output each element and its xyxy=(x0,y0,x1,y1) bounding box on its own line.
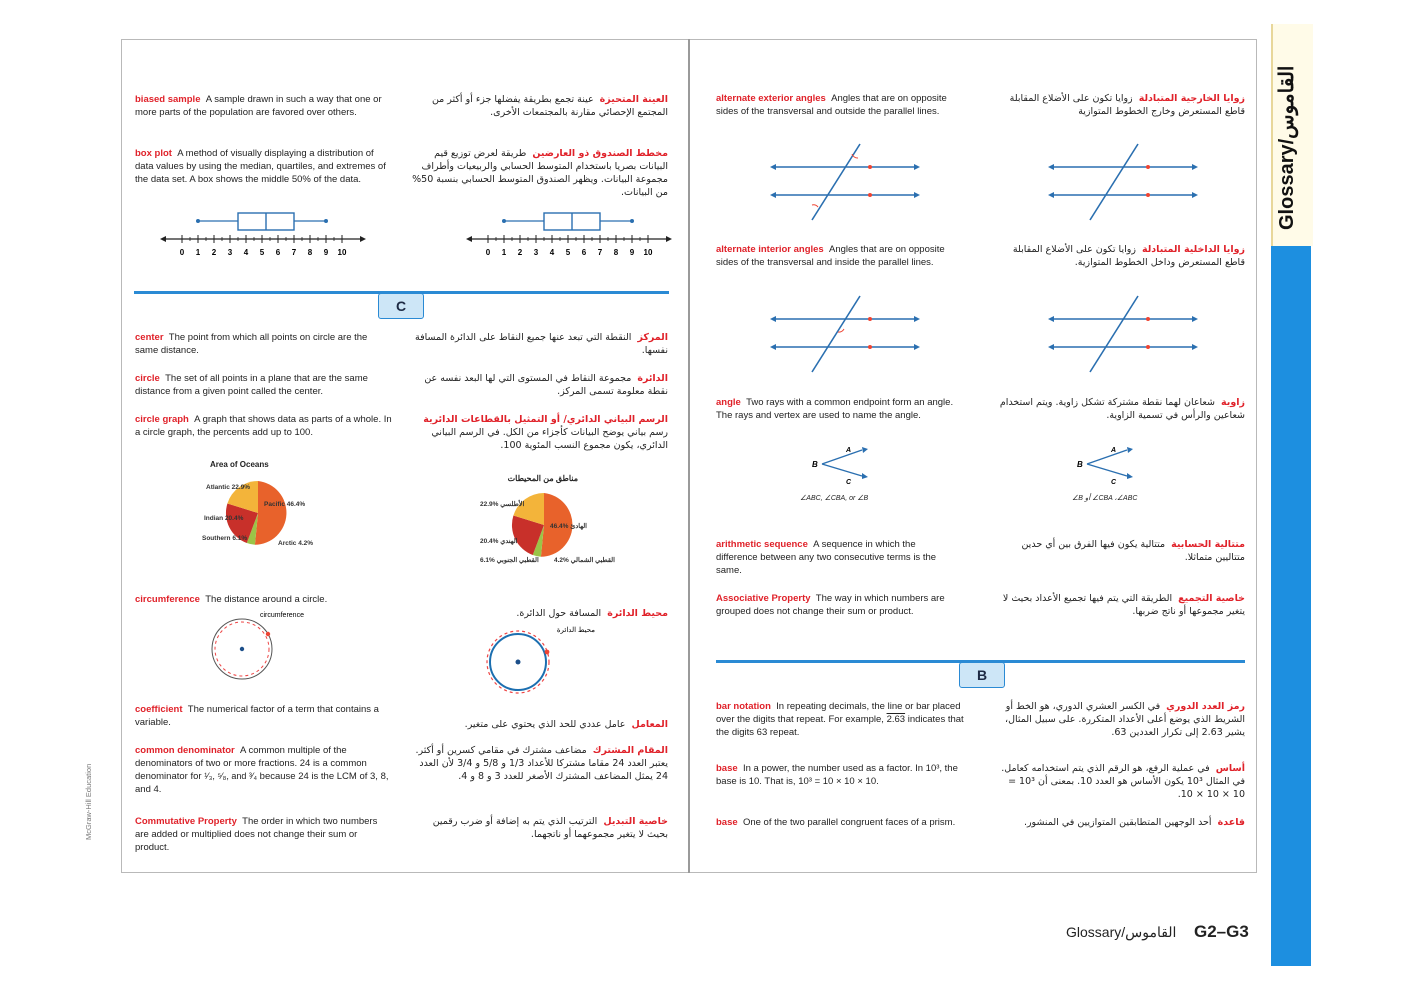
svg-text:B: B xyxy=(1077,460,1083,469)
ar-entry-coefficient xyxy=(412,718,668,731)
svg-text:B: B xyxy=(812,460,818,469)
term: base xyxy=(716,763,738,774)
svg-text:A: A xyxy=(1111,447,1117,454)
entry-arithmetic-sequence xyxy=(716,538,956,577)
term: coefficient xyxy=(135,704,183,715)
definition: Two rays with a common endpoint form an angle. The rays and vertex are used to name the angle. xyxy=(716,397,954,421)
entry-alternate-exterior-angles xyxy=(716,92,956,118)
axis-tick-label: 1 xyxy=(501,248,507,257)
tab-label: Glossary/القاموس xyxy=(1276,65,1298,230)
term: base xyxy=(716,817,738,828)
axis-tick-label: 8 xyxy=(613,248,619,257)
pie-title: Area of Oceans xyxy=(210,460,269,469)
axis-tick-label: 2 xyxy=(211,248,217,257)
term: Commutative Property xyxy=(135,816,237,827)
box-plot-figure-en xyxy=(160,208,370,260)
ar-definition: الترتيب الذي يتم به إضافة أو ضرب رقمين بحيث لا يتغير مجموعهما أو ناتجهما. xyxy=(432,816,668,840)
ar-definition: زوايا تكون على الأضلاع المقابلة قاطع المستعرض وخارج الخطوط المتوازية xyxy=(1009,93,1245,117)
axis-tick-label: 10 xyxy=(337,248,347,257)
entry-base-power xyxy=(716,762,966,788)
ar-entry-angle xyxy=(995,396,1245,422)
axis-tick-label: 6 xyxy=(275,248,281,257)
axis-tick-label: 7 xyxy=(597,248,603,257)
entry-biased-sample xyxy=(135,93,390,119)
ar-term: أساس xyxy=(1215,763,1245,774)
ar-definition: في الكسر العشري الدوري، هو الخط أو الشريط الذي يوضع أعلى الأعداد المتكررة. على سبيل المثال، يشير 2.63 إلى تكرار العددين 63. xyxy=(1005,701,1245,738)
ar-entry-base-prism xyxy=(995,816,1245,829)
entry-alternate-interior-angles xyxy=(716,243,956,269)
tab-blue-strip xyxy=(1271,246,1311,966)
entry-coefficient xyxy=(135,703,390,729)
axis-tick-label: 3 xyxy=(533,248,539,257)
alt-interior-figure-ar xyxy=(1052,292,1197,377)
term: common denominator xyxy=(135,745,235,756)
entry-commutative-property xyxy=(135,815,390,854)
entry-circumference xyxy=(135,593,390,606)
angle-figure-en xyxy=(810,442,880,487)
term: alternate interior angles xyxy=(716,244,824,255)
ar-term: متتالية الحسابية xyxy=(1171,539,1245,550)
definition: The point from which all points on circle are the same distance. xyxy=(135,332,368,356)
definition: The order in which two numbers are added or multiplied does not change their sum or product. xyxy=(135,816,378,853)
definition: A sample drawn in such a way that one or more parts of the population are favored over others. xyxy=(135,94,382,118)
ar-entry-commutative-property xyxy=(412,815,668,841)
circumference-label: محيط الدائرة xyxy=(556,627,595,634)
axis-tick-label: 4 xyxy=(549,248,555,257)
svg-text:A: A xyxy=(846,447,852,454)
ar-definition: عينة تجمع بطريقة يفضلها جزء أو أكثر من المجتمع الإحصائي مقارنة بالمجتمعات الأخرى. xyxy=(431,94,668,118)
ar-definition: متتالية يكون فيها الفرق بين أي حدين متتاليين متماثلا. xyxy=(1021,539,1245,563)
ar-term: الرسم البياني الدائري/ أو التمثيل بالقطاعات الدائرية xyxy=(423,414,668,425)
fractions: ¹⁄₃, ⁵⁄₈, and ³⁄₄ xyxy=(204,771,258,781)
pie-chart-ar xyxy=(478,470,615,570)
ar-definition: طريقة لعرض توزيع قيم البيانات بصريا باستخدام المتوسط الحسابي والربيعيات وأطراف مجموعة البيانات. ويظهر الصندوق المتوسط الحسابي بنسبة 50% من البيانات. xyxy=(412,148,668,198)
ar-definition: رسم بياني يوضح البيانات كأجزاء من الكل. في الرسم البياني الدائري، يكون مجموع النسب المئوية 100. xyxy=(431,427,668,451)
ar-term: محيط الدائرة xyxy=(607,608,668,619)
axis-tick-label: 2 xyxy=(517,248,523,257)
entry-base-prism xyxy=(716,816,971,829)
term: alternate exterior angles xyxy=(716,93,826,104)
definition-cont: because 24 is the LCM of 3, 8, and 4. xyxy=(135,771,389,795)
definition: The set of all points in a plane that are the same distance from a given point called the center. xyxy=(135,373,368,397)
definition: In a power, the number used as a factor. In 10³, the base is 10. That is, 10³ = 10 × 10 × 10. xyxy=(716,763,958,787)
pie-label: Atlantic 22.9% xyxy=(206,484,251,491)
axis-tick-label: 9 xyxy=(323,248,329,257)
angle-caption-ar: ∠B أو ∠CBA ،∠ABC xyxy=(1072,495,1138,502)
definition: The way in which numbers are grouped does not change their sum or product. xyxy=(716,593,945,617)
term: biased sample xyxy=(135,94,201,105)
section-letter-c: C xyxy=(378,293,424,319)
definition: A graph that shows data as parts of a whole. In a circle graph, the percents add up to 100. xyxy=(135,414,392,438)
ar-term: قاعدة xyxy=(1217,817,1245,828)
ar-entry-circle-graph xyxy=(412,413,668,452)
entry-bar-notation xyxy=(716,700,974,739)
ar-term: الدائرة xyxy=(637,373,668,384)
ar-term: خاصية التجميع xyxy=(1178,593,1245,604)
ar-term: زوايا الخارجية المتبادلة xyxy=(1138,93,1245,104)
ar-entry-box-plot xyxy=(412,147,668,199)
entry-associative-property xyxy=(716,592,966,618)
pie-label: Pacific 46.4% xyxy=(264,501,306,508)
ar-definition: الطريقة التي يتم فيها تجميع الأعداد بحيث لا يتغير مجموعها أو ناتج ضربها. xyxy=(1002,593,1245,617)
term: arithmetic sequence xyxy=(716,539,808,550)
gutter-divider xyxy=(688,39,690,873)
definition: Angles that are on opposite sides of the transversal and inside the parallel lines. xyxy=(716,244,945,268)
term: circle xyxy=(135,373,160,384)
pie-label: Arctic 4.2% xyxy=(278,540,314,547)
entry-circle-graph xyxy=(135,413,393,439)
ar-entry-bar-notation xyxy=(995,700,1245,739)
axis-tick-label: 0 xyxy=(179,248,185,257)
term: Associative Property xyxy=(716,593,811,604)
ar-entry-biased-sample xyxy=(412,93,668,119)
term: circumference xyxy=(135,594,200,605)
axis-tick-label: 10 xyxy=(643,248,653,257)
definition: A method of visually displaying a distribution of data values by using the median, quartiles, and extremes of the data set. A box shows the middle 50% of the data. xyxy=(135,148,386,185)
angle-caption-en: ∠ABC, ∠CBA, or ∠B xyxy=(800,495,869,502)
ar-term: المعامل xyxy=(631,719,668,730)
definition: One of the two parallel congruent faces of a prism. xyxy=(742,817,956,828)
definition: In repeating decimals, the line or bar placed over the digits that repeat. For example, xyxy=(716,701,961,725)
axis-tick-label: 4 xyxy=(243,248,249,257)
ar-entry-alternate-interior-angles xyxy=(995,243,1245,269)
pie-label: الهندي %20.4 xyxy=(480,538,518,545)
ar-term: المقام المشترك xyxy=(592,745,668,756)
ar-term: مخطط الصندوق ذو العارضين xyxy=(532,148,668,159)
axis-tick-label: 0 xyxy=(485,248,491,257)
bar-number: 2.63 xyxy=(886,714,906,725)
ar-term: خاصية التبديل xyxy=(603,816,668,827)
footer-title: Glossary/القاموس xyxy=(1066,924,1177,940)
axis-tick-label: 7 xyxy=(291,248,297,257)
axis-tick-label: 5 xyxy=(259,248,265,257)
term: angle xyxy=(716,397,741,408)
pie-label: الأطلسي %22.9 xyxy=(480,501,525,508)
ar-entry-center xyxy=(412,331,668,357)
axis-tick-label: 5 xyxy=(565,248,571,257)
pie-label: Indian 20.4% xyxy=(204,515,244,522)
definition-cont: indicates that the digits 63 repeat. xyxy=(716,714,964,738)
ar-entry-associative-property xyxy=(995,592,1245,618)
ar-definition: المسافة حول الدائرة. xyxy=(516,608,602,619)
ar-entry-circle xyxy=(412,372,668,398)
alt-exterior-figure-en xyxy=(774,140,919,225)
ar-definition: في عملية الرفع، هو الرقم الذي يتم استخدامه كعامل. في المثال 10³ يكون الأساس هو العدد 10. بمعنى أن 10³ = 10 × 10 × 10. xyxy=(1001,763,1245,800)
axis-tick-label: 3 xyxy=(227,248,233,257)
ar-definition: أحد الوجهين المتطابقين المتوازيين في المنشور. xyxy=(1023,817,1212,828)
ar-entry-arithmetic-sequence xyxy=(995,538,1245,564)
term: circle graph xyxy=(135,414,189,425)
ar-entry-common-denominator xyxy=(412,744,668,783)
definition: A sequence in which the difference between any two consecutive terms is the same. xyxy=(716,539,937,576)
ar-definition: مضاعف مشترك في مقامي كسرين أو أكثر. يعتبر العدد 24 مقاما مشتركا للأعداد 1/3 و 5/8 و 3/4 لأن العدد 24 يمثل المضاعف المشترك الأصغر للعدد 3 و 8 و 4. xyxy=(415,745,668,782)
term: box plot xyxy=(135,148,172,159)
ar-entry-base-power xyxy=(995,762,1245,801)
entry-circle xyxy=(135,372,390,398)
ar-definition: النقطة التي تبعد عنها جميع النقاط على الدائرة المسافة نفسها. xyxy=(414,332,668,356)
definition: The distance around a circle. xyxy=(205,594,328,605)
page-numbers: G2–G3 xyxy=(1194,922,1249,941)
term: center xyxy=(135,332,164,343)
angle-figure-ar xyxy=(1075,442,1145,487)
ar-term: المركز xyxy=(637,332,668,343)
entry-box-plot xyxy=(135,147,390,186)
circumference-figure-ar xyxy=(480,620,600,700)
axis-tick-label: 8 xyxy=(307,248,313,257)
axis-tick-label: 1 xyxy=(195,248,201,257)
pie-label: القطبي الشمالي %4.2 xyxy=(554,557,615,564)
publisher-credit: McGraw-Hill Education xyxy=(84,763,93,840)
ar-entry-circumference xyxy=(412,607,668,620)
box-plot-figure-ar xyxy=(466,208,676,260)
definition: Angles that are on opposite sides of the transversal and outside the parallel lines. xyxy=(716,93,947,117)
ar-definition: شعاعان لهما نقطة مشتركة تشكل زاوية. ويتم استخدام شعاعين والرأس في تسمية الزاوية. xyxy=(999,397,1245,421)
definition: A common multiple of the denominators of two or more fractions. 24 is a common denominator for xyxy=(135,745,367,782)
axis-tick-label: 9 xyxy=(629,248,635,257)
ar-definition: زوايا تكون على الأضلاع المقابلة قاطع المستعرض وداخل الخطوط المتوازية. xyxy=(1012,244,1245,268)
ar-definition: مجموعة النقاط في المستوى التي لها البعد نفسه عن نقطة معلومة تسمى المركز. xyxy=(424,373,668,397)
circumference-figure-en xyxy=(205,608,325,688)
section-letter-b: B xyxy=(959,662,1005,688)
definition: The numerical factor of a term that contains a variable. xyxy=(135,704,379,728)
svg-text:C: C xyxy=(846,479,852,486)
ar-definition: عامل عددي للحد الذي يحتوي على متغير. xyxy=(464,719,626,730)
pie-label: الهادئ %46.4 xyxy=(550,523,587,530)
ar-entry-alternate-exterior-angles xyxy=(995,92,1245,118)
alt-exterior-figure-ar xyxy=(1052,140,1197,225)
term: bar notation xyxy=(716,701,771,712)
axis-tick-label: 6 xyxy=(581,248,587,257)
alt-interior-figure-en xyxy=(774,292,919,377)
pie-title: مناطق من المحيطات xyxy=(507,474,578,483)
svg-text:C: C xyxy=(1111,479,1117,486)
ar-term: زاوية xyxy=(1221,397,1245,408)
ar-term: زوايا الداخلية المتبادلة xyxy=(1141,244,1245,255)
pie-label: القطبي الجنوبي %6.1 xyxy=(480,557,539,564)
pie-label: Southern 6.1% xyxy=(202,535,248,542)
ar-term: رمز العدد الدوري xyxy=(1166,701,1245,712)
ar-term: العينة المتحيزة xyxy=(599,94,668,105)
pie-chart-en xyxy=(198,458,318,558)
entry-common-denominator xyxy=(135,744,393,796)
entry-center xyxy=(135,331,390,357)
entry-angle xyxy=(716,396,966,422)
circumference-label: circumference xyxy=(260,612,304,619)
